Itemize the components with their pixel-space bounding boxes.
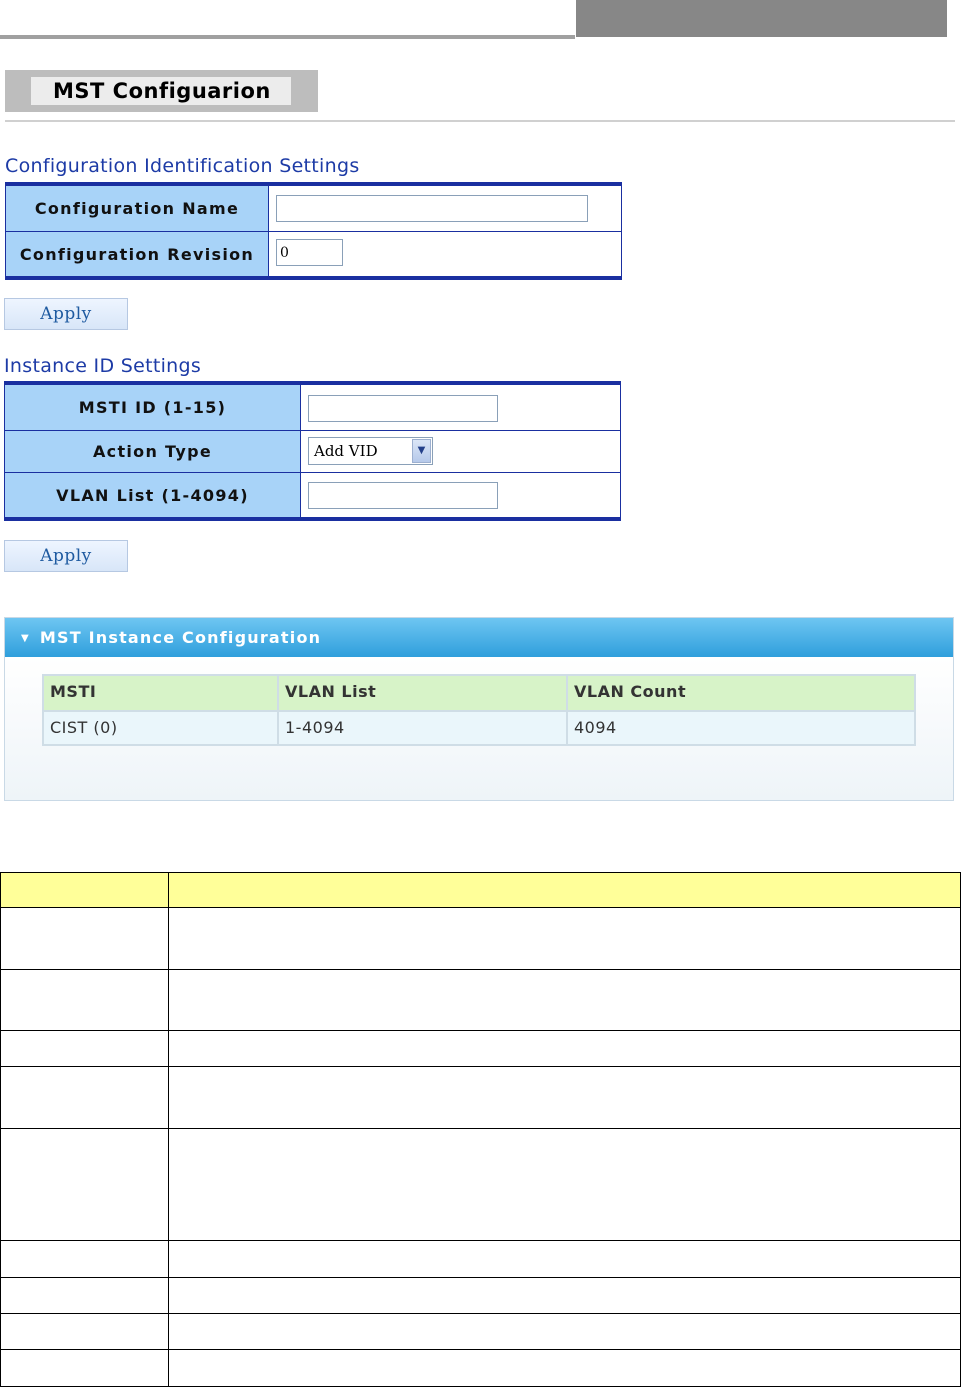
header-rule	[0, 35, 575, 39]
title-divider	[5, 120, 955, 122]
doc-cell	[169, 1278, 960, 1313]
doc-row	[1, 1350, 960, 1386]
vlan-list-label: VLAN List (1-4094)	[5, 473, 301, 517]
doc-cell	[1, 1314, 169, 1349]
column-header-vlan-list: VLAN List	[279, 676, 568, 710]
doc-row	[1, 1314, 960, 1350]
mst-instance-panel	[4, 617, 954, 801]
config-name-row	[6, 186, 621, 232]
doc-cell	[169, 1314, 960, 1349]
msti-id-row	[5, 385, 620, 431]
mst-instance-panel-body	[5, 657, 953, 800]
config-name-input[interactable]	[276, 195, 588, 222]
doc-header-row	[1, 873, 960, 908]
doc-cell	[169, 1067, 960, 1128]
doc-cell	[169, 1031, 960, 1066]
config-apply-button[interactable]: Apply	[4, 298, 128, 330]
header-bar	[576, 0, 947, 37]
cell-vlan-count: 4094	[574, 718, 617, 737]
cell-msti: CIST (0)	[44, 712, 279, 744]
doc-cell	[1, 1129, 169, 1240]
doc-cell	[169, 908, 960, 969]
doc-row	[1, 908, 960, 970]
doc-row	[1, 1241, 960, 1278]
column-header-vlan-count: VLAN Count	[574, 682, 687, 701]
table-header-row	[44, 676, 914, 710]
page-title: MST Configuarion	[31, 77, 291, 105]
msti-id-label: MSTI ID (1-15)	[5, 385, 301, 430]
chevron-down-icon[interactable]: ▼	[412, 439, 431, 463]
doc-cell	[1, 970, 169, 1030]
doc-header-cell	[169, 873, 960, 907]
config-identification-table	[5, 182, 622, 280]
doc-cell	[169, 1129, 960, 1240]
vlan-list-row	[5, 473, 620, 517]
doc-row	[1, 970, 960, 1031]
doc-row	[1, 1278, 960, 1314]
doc-header-cell	[1, 873, 169, 907]
config-revision-label: Configuration Revision	[6, 232, 269, 276]
doc-cell	[1, 1278, 169, 1313]
description-table	[0, 872, 961, 1387]
doc-cell	[1, 1067, 169, 1128]
column-header-msti: MSTI	[44, 676, 279, 710]
doc-cell	[169, 1241, 960, 1277]
vlan-list-input[interactable]	[308, 482, 498, 509]
action-type-label: Action Type	[5, 431, 301, 472]
doc-cell	[1, 1350, 169, 1386]
table-row	[44, 710, 914, 744]
doc-cell	[1, 908, 169, 969]
action-type-select[interactable]	[308, 437, 433, 465]
config-identification-heading: Configuration Identification Settings	[5, 155, 360, 177]
page-title-box	[5, 70, 318, 112]
doc-row	[1, 1067, 960, 1129]
config-revision-row	[6, 232, 621, 276]
doc-cell	[1, 1241, 169, 1277]
doc-cell	[1, 1031, 169, 1066]
doc-cell	[169, 1350, 960, 1386]
instance-id-table	[4, 381, 621, 521]
doc-cell	[169, 970, 960, 1030]
instance-apply-button[interactable]: Apply	[4, 540, 128, 572]
mst-instance-heading: MST Instance Configuration	[39, 628, 322, 647]
triangle-down-icon[interactable]: ▼	[21, 633, 30, 644]
doc-row	[1, 1129, 960, 1241]
instance-id-heading: Instance ID Settings	[4, 355, 202, 377]
config-name-label: Configuration Name	[6, 186, 269, 231]
config-revision-input[interactable]	[276, 239, 343, 266]
action-type-row	[5, 431, 620, 473]
mst-instance-panel-header[interactable]	[5, 618, 953, 657]
doc-row	[1, 1031, 960, 1067]
cell-vlan-list: 1-4094	[279, 712, 568, 744]
action-type-selected: Add VID	[314, 442, 378, 460]
msti-id-input[interactable]	[308, 395, 498, 422]
mst-instance-table	[42, 674, 916, 746]
